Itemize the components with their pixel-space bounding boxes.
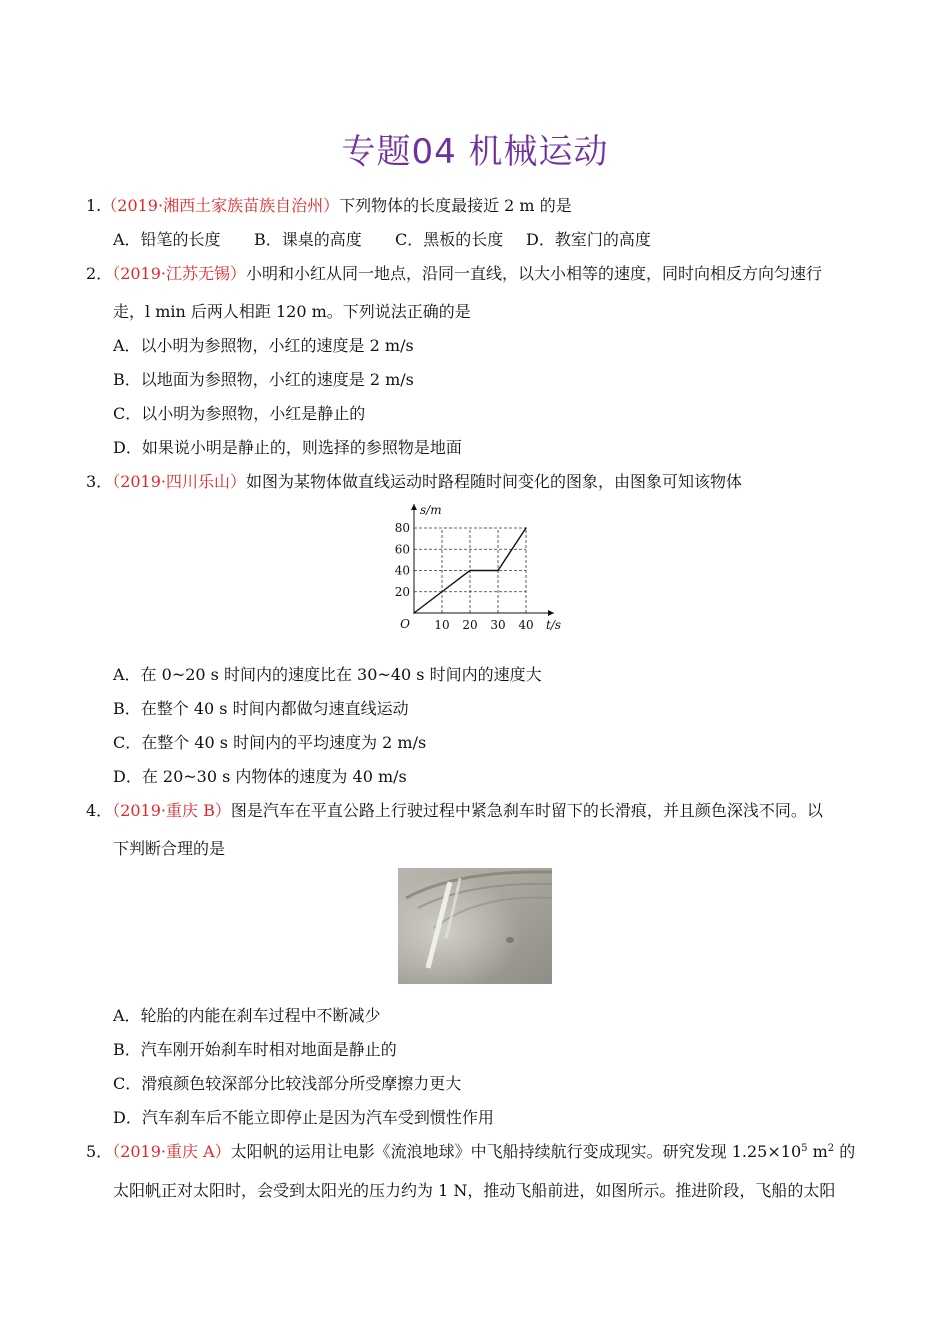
question-3-stem — [86, 471, 742, 493]
data-point — [413, 612, 415, 614]
data-point — [469, 570, 471, 572]
y-tick-label: 40 — [394, 563, 410, 578]
y-axis-label: s/m — [420, 503, 442, 517]
question-source: （2019·湘西土家族苗族自治州） — [101, 196, 340, 215]
question-number: 3． — [86, 472, 113, 491]
exponent: 2 — [827, 1143, 835, 1154]
question-number: 4． — [86, 801, 113, 820]
question-text: 小明和小红从同一地点，沿同一直线，以大小相等的速度，同时向相反方向匀速行 — [246, 264, 823, 283]
question-1-stem — [86, 195, 572, 217]
unit-text: m — [807, 1142, 828, 1161]
origin-label: O — [400, 617, 410, 631]
x-tick-label: 10 — [434, 618, 450, 632]
y-axis-arrow — [411, 504, 417, 510]
page-title: 专题04 机械运动 — [341, 132, 609, 172]
option-a: A．以小明为参照物，小红的速度是 2 m/s — [113, 336, 414, 355]
x-tick-label: 30 — [490, 618, 506, 632]
option-d: D．汽车刹车后不能立即停止是因为汽车受到惯性作用 — [113, 1108, 494, 1127]
x-axis-arrow — [548, 610, 554, 616]
x-tick-label: 40 — [518, 618, 534, 632]
option-d: D．教室门的高度 — [526, 230, 651, 249]
skid-mark-photo — [398, 868, 552, 984]
option-a: A．铅笔的长度 — [113, 230, 221, 249]
distance-time-chart — [380, 498, 570, 638]
option-c: C．以小明为参照物，小红是静止的 — [113, 404, 366, 423]
question-text: 图是汽车在平直公路上行驶过程中紧急刹车时留下的长滑痕，并且颜色深浅不同。以 — [230, 801, 823, 820]
question-source: （2019·四川乐山） — [112, 472, 246, 491]
x-axis-label: t/s — [546, 618, 562, 632]
option-c: C．滑痕颜色较深部分比较浅部分所受摩擦力更大 — [113, 1074, 462, 1093]
option-c: C．黑板的长度 — [395, 230, 504, 249]
question-text: 下列物体的长度最接近 2 m 的是 — [339, 196, 572, 215]
option-d: D．在 20~30 s 内物体的速度为 40 m/s — [113, 767, 407, 786]
exponent: 5 — [801, 1143, 808, 1154]
question-5-stem-cont: 太阳帆正对太阳时，会受到太阳光的压力约为 1 N，推动飞船前进，如图所示。推进阶段，飞船的太阳 — [113, 1181, 836, 1200]
question-4-stem — [86, 800, 823, 822]
option-b: B．课桌的高度 — [254, 230, 362, 249]
question-4-stem-cont: 下判断合理的是 — [113, 839, 226, 858]
option-a: A．轮胎的内能在刹车过程中不断减少 — [113, 1006, 381, 1025]
question-number: 1. — [86, 196, 102, 215]
question-source: （2019·重庆 B） — [112, 801, 231, 820]
option-b: B．在整个 40 s 时间内都做匀速直线运动 — [113, 699, 409, 718]
question-1-options — [113, 229, 651, 251]
question-text: 如图为某物体做直线运动时路程随时间变化的图象，由图象可知该物体 — [246, 472, 743, 491]
data-point — [497, 570, 499, 572]
x-tick-label: 20 — [462, 618, 478, 632]
question-number: 2． — [86, 264, 113, 283]
option-b: B．汽车刚开始刹车时相对地面是静止的 — [113, 1040, 397, 1059]
option-a: A．在 0~20 s 时间内的速度比在 30~40 s 时间内的速度大 — [113, 665, 542, 684]
data-point — [525, 527, 527, 529]
option-b: B．以地面为参照物，小红的速度是 2 m/s — [113, 370, 414, 389]
option-c: C．在整个 40 s 时间内的平均速度为 2 m/s — [113, 733, 427, 752]
option-d: D．如果说小明是静止的，则选择的参照物是地面 — [113, 438, 462, 457]
question-5-stem — [86, 1141, 855, 1163]
y-tick-label: 80 — [394, 521, 410, 535]
question-2-stem — [86, 263, 822, 285]
question-source: （2019·江苏无锡） — [112, 264, 246, 283]
question-number: 5． — [86, 1142, 113, 1161]
question-2-stem-cont: 走，l min 后两人相距 120 m。下列说法正确的是 — [113, 302, 471, 321]
question-text: 太阳帆的运用让电影《流浪地球》中飞船持续航行变成现实。研究发现 1.25×10 — [230, 1142, 802, 1161]
y-tick-label: 60 — [394, 542, 410, 557]
question-source: （2019·重庆 A） — [112, 1142, 231, 1161]
y-tick-label: 20 — [394, 584, 410, 599]
question-text-end: 的 — [834, 1142, 856, 1161]
